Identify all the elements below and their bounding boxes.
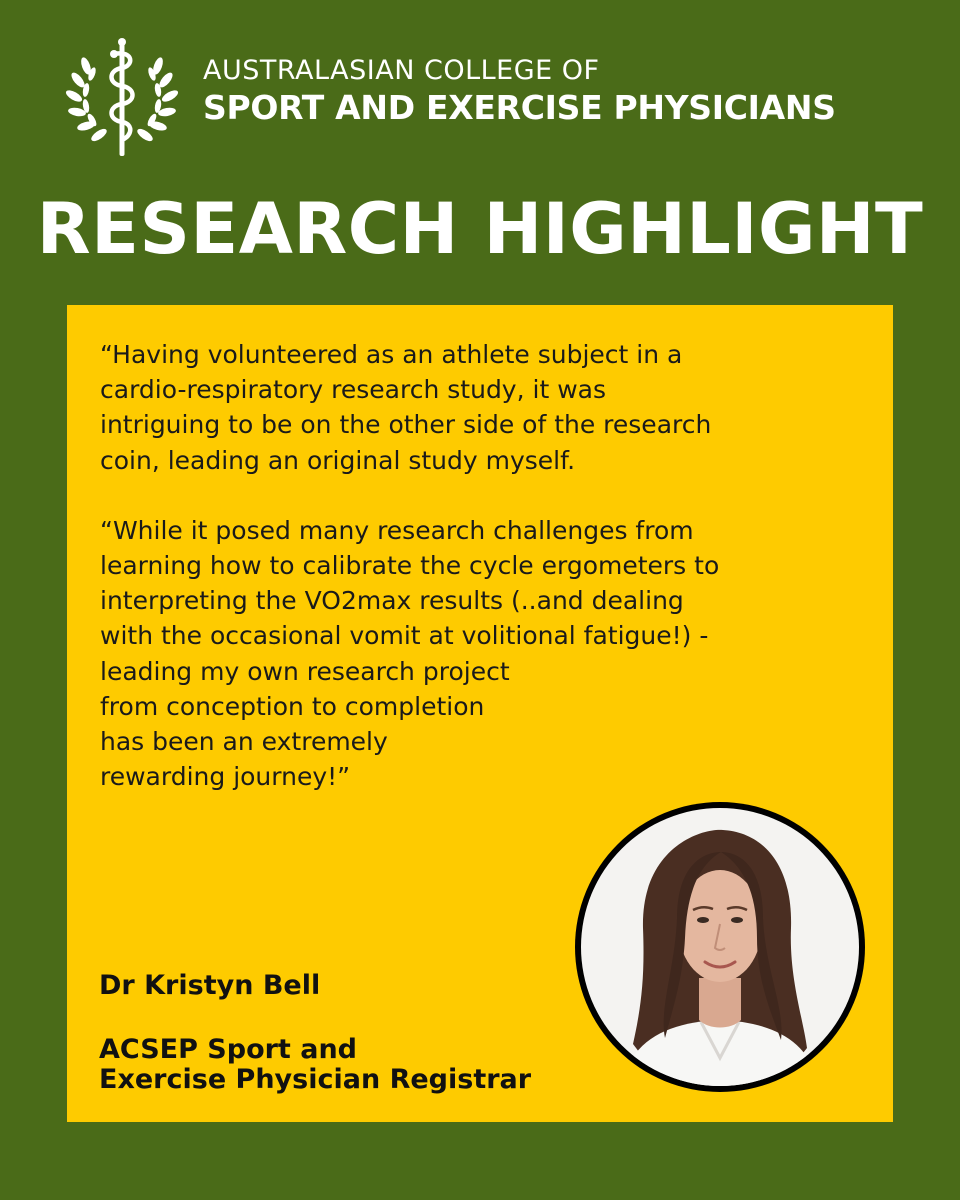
quote-line: has been an extremely [100,727,388,757]
quote-line: “While it posed many research challenges from [100,515,694,545]
quote-line: from conception to completion [100,691,485,721]
author-role-line1: ACSEP Sport and [99,1034,358,1065]
quote-paragraph-2 [100,513,890,795]
org-name-line1: AUSTRALASIAN COLLEGE OF [203,55,600,86]
quote-line: intriguing to be on the other side of the research [100,410,712,440]
quote-line: interpreting the VO2max results (..and dealing [100,586,684,616]
quote-paragraph-1 [100,337,890,478]
quote-card [67,305,893,1122]
portrait-photo [581,808,859,1086]
quote-line: leading my own research project [100,656,510,686]
quote-line: cardio-respiratory research study, it was [100,375,606,405]
author-photo [575,802,865,1092]
org-name-line2: SPORT AND EXERCISE PHYSICIANS [203,88,836,127]
quote-line: “Having volunteered as an athlete subject in a [100,340,683,369]
author-name: Dr Kristyn Bell [99,970,321,1001]
quote-line: learning how to calibrate the cycle ergometers to [100,551,720,581]
quote-text [100,337,890,794]
quote-line: rewarding journey!” [100,762,351,792]
quote-line: with the occasional vomit at volitional fatigue!) - [100,621,709,651]
author-role [99,1035,531,1095]
quote-line: coin, leading an original study myself. [100,445,576,475]
caduceus-laurel-icon [64,36,180,160]
page-title: RESEARCH HIGHLIGHT [36,188,924,270]
header [0,0,960,300]
author-role-line2: Exercise Physician Registrar [99,1064,532,1095]
